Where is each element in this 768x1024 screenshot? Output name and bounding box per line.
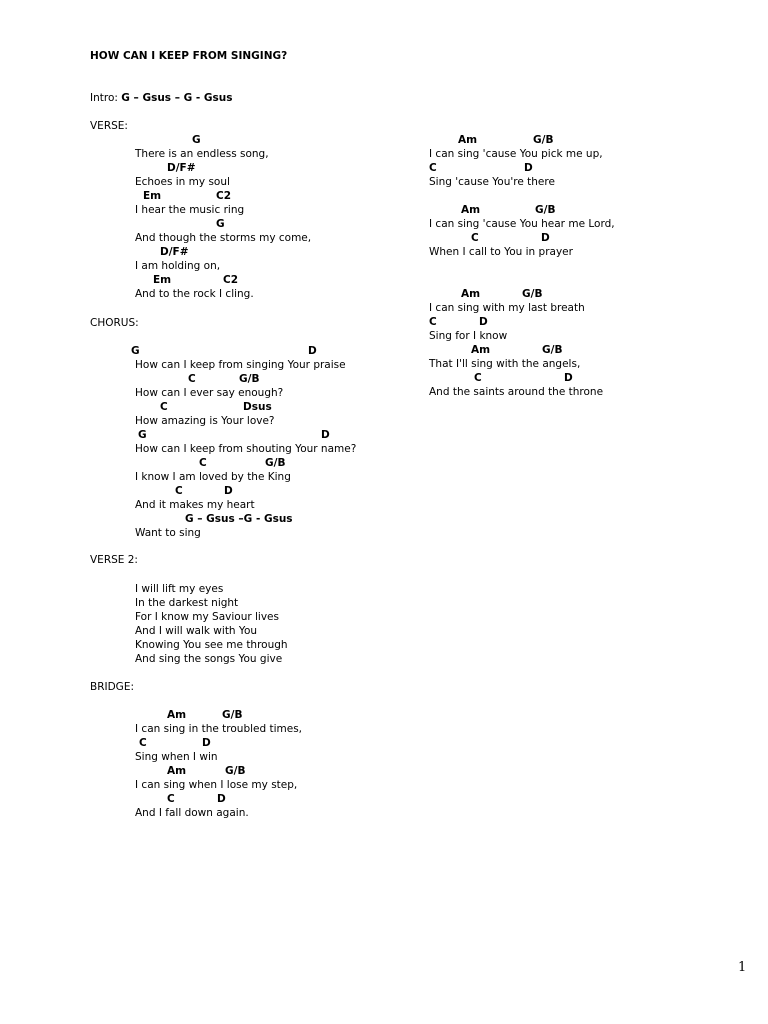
intro-line	[90, 92, 232, 105]
lyric-line: I can sing when I lose my step,	[135, 779, 298, 791]
chord: C	[160, 401, 168, 413]
lyric-line: How can I keep from shouting Your name?	[135, 443, 357, 455]
lyric-line: There is an endless song,	[135, 148, 269, 160]
chord: G – Gsus –G - Gsus	[185, 513, 293, 525]
chord: Am	[167, 709, 187, 721]
chord: Am	[461, 204, 481, 216]
lyric-line: I know I am loved by the King	[135, 471, 291, 483]
chord: D/F#	[167, 162, 196, 174]
lyric-line: Knowing You see me through	[135, 639, 288, 651]
chord: Am	[461, 288, 481, 300]
chord: C	[139, 737, 147, 749]
chord: D	[224, 485, 233, 497]
chord: C	[188, 373, 196, 385]
chord: D	[202, 737, 211, 749]
chord: D	[541, 232, 550, 244]
chord: D	[321, 429, 330, 441]
chord: Em	[143, 190, 162, 202]
lyric-line: I hear the music ring	[135, 204, 245, 216]
chord: D/F#	[160, 246, 189, 258]
chord: C2	[216, 190, 232, 202]
chord: G	[138, 429, 147, 441]
chord: G	[192, 134, 201, 146]
lyric-line: And I fall down again.	[135, 807, 249, 819]
section-label-verse: VERSE:	[90, 120, 128, 132]
lyric-line: Sing when I win	[135, 751, 218, 763]
lyric-line: And I will walk with You	[135, 625, 258, 637]
lyric-line: For I know my Saviour lives	[135, 611, 279, 623]
lyric-line: When I call to You in prayer	[429, 246, 573, 258]
lyric-line: I am holding on,	[135, 260, 221, 272]
lyric-line: In the darkest night	[135, 597, 239, 609]
section-label-chorus: CHORUS:	[90, 317, 139, 329]
lyric-line: That I'll sing with the angels,	[429, 358, 581, 370]
lyric-line: I can sing 'cause You pick me up,	[429, 148, 603, 160]
lyric-line: I will lift my eyes	[135, 583, 224, 595]
chord: C	[471, 232, 479, 244]
chord: D	[479, 316, 488, 328]
lyric-line: And the saints around the throne	[429, 386, 604, 398]
section-label-bridge: BRIDGE:	[90, 681, 134, 693]
lyric-line: I can sing with my last breath	[429, 302, 585, 314]
chord: G/B	[542, 344, 563, 356]
chord: Em	[153, 274, 172, 286]
chord: G/B	[522, 288, 543, 300]
lyric-line: And it makes my heart	[135, 499, 255, 511]
lyric-line: Sing for I know	[429, 330, 508, 342]
section-label-verse-2: VERSE 2:	[90, 554, 138, 566]
chord: D	[564, 372, 573, 384]
chord: G/B	[533, 134, 554, 146]
chord: G/B	[239, 373, 260, 385]
chord: G/B	[225, 765, 246, 777]
chord: G	[131, 345, 140, 357]
chord: D	[308, 345, 317, 357]
lyric-line: How can I ever say enough?	[135, 387, 284, 399]
chord: C	[175, 485, 183, 497]
chord: Dsus	[243, 401, 272, 413]
lyric-line: How amazing is Your love?	[135, 415, 275, 427]
lyric-line: And to the rock I cling.	[135, 288, 254, 300]
chord: G	[216, 218, 225, 230]
chord: Am	[471, 344, 491, 356]
page-number: 1	[738, 960, 747, 975]
chord: C	[429, 162, 437, 174]
chord: C	[167, 793, 175, 805]
intro-label: Intro:	[90, 92, 122, 104]
lyric-line: Want to sing	[135, 527, 201, 539]
song-title: HOW CAN I KEEP FROM SINGING?	[90, 50, 288, 62]
chord: G/B	[535, 204, 556, 216]
chord: C	[199, 457, 207, 469]
chord: C2	[223, 274, 239, 286]
chord: D	[524, 162, 533, 174]
lyric-line: Sing 'cause You're there	[429, 176, 555, 188]
chord: G/B	[222, 709, 243, 721]
chord: Am	[458, 134, 478, 146]
chord: D	[217, 793, 226, 805]
chord: C	[429, 316, 437, 328]
intro-chords: G – Gsus – G - Gsus	[121, 92, 233, 104]
lyric-line: How can I keep from singing Your praise	[135, 359, 346, 371]
chord: G/B	[265, 457, 286, 469]
lyric-line: Echoes in my soul	[135, 176, 230, 188]
lyric-line: And sing the songs You give	[135, 653, 283, 665]
lyric-line: I can sing in the troubled times,	[135, 723, 303, 735]
lyric-line: And though the storms my come,	[135, 232, 312, 244]
lyric-line: I can sing 'cause You hear me Lord,	[429, 218, 615, 230]
chord: C	[474, 372, 482, 384]
chord: Am	[167, 765, 187, 777]
